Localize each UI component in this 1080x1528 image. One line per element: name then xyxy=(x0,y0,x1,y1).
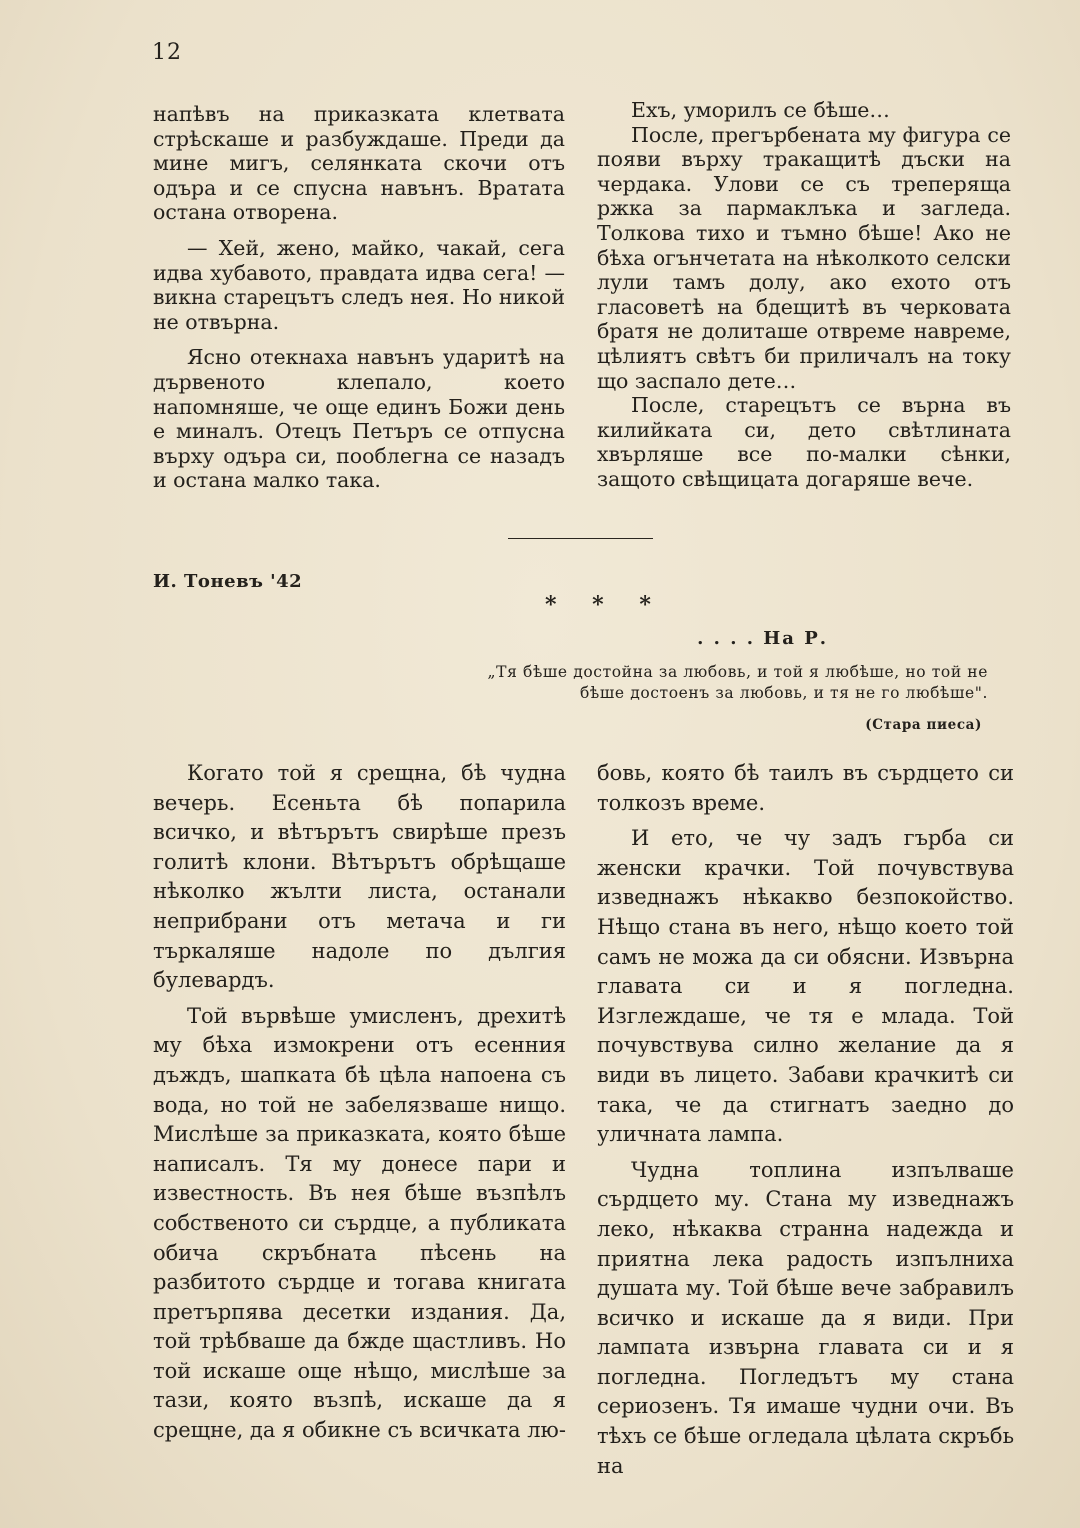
paragraph: — Хей, жено, майко, чакай, сега идва хубавото, правдата идва сега! — викна старецътъ следъ нея. Но никой не отвърна. xyxy=(153,235,565,334)
paragraph: Ясно отекнаха навънъ ударитѣ на дървеното клепало, което напомняше, че още единъ Божи день е миналъ. Отецъ Петъръ се отпусна върху одъра си, пооблегна се назадъ и остана малко така. xyxy=(153,345,565,493)
epigraph-source: (Стара пиеса) xyxy=(865,717,982,733)
epigraph-quote: „Тя бѣше достойна за любовь, и той я любѣше, но той не бѣше достоенъ за любовь, и тя не го любѣше". xyxy=(487,663,988,702)
paragraph: Ехъ, уморилъ се бѣше… xyxy=(631,98,890,122)
paragraph: После, прегърбената му фигура се появи върху тракащитѣ дъски на чердака. Улови се съ треперяща ржка за пармаклъка и загледа. Толкова тихо и тъмно бѣше! Ако не бѣха огънчетата на нѣколкото селски лули тамъ долу, ако ехото отъ гласоветѣ на бдещитѣ въ черковата братя не долиташе отвреме навреме, цѣлиятъ свѣтъ би приличалъ на току що заспало дете… xyxy=(597,122,1011,393)
bottom-right-column xyxy=(597,759,1014,1481)
paragraph: бовь, която бѣ таилъ въ сърдцето си толкозъ време. xyxy=(597,761,1014,815)
bottom-left-column xyxy=(153,759,566,1446)
author-signature: И. Тоневъ '42 xyxy=(153,571,303,592)
asterisk-separator: * * * xyxy=(545,592,665,618)
paragraph: После, старецътъ се върна въ килийката си, дето свѣтлината хвърляше все по-малки сѣнки, защото свѣщицата догаряше вече. xyxy=(597,393,1011,491)
page-number: 12 xyxy=(152,40,182,65)
paragraph: Чудна топлина изпълваше сърдцето му. Стана му изведнажъ леко, нѣкаква странна надежда и приятна лека радость изпълниха душата му. Той бѣше вече забравилъ всичко и искаше да я види. При лампата извърна главата си и я погледна. Погледътъ му стана сериозенъ. Тя имаше чудни очи. Въ тѣхъ се бѣше огледала цѣлата скръбь на xyxy=(597,1157,1014,1478)
paragraph: Когато той я срещна, бѣ чудна вечерь. Есеньта бѣ попарила всичко, и вѣтърътъ свирѣше презъ голитѣ клони. Вѣтърътъ обрѣщаше нѣколко жълти листа, останали неприбрани отъ метача и ги търкаляше надоле по дългия булевардъ. xyxy=(153,761,566,993)
top-right-column xyxy=(597,98,1011,492)
paragraph: И ето, че чу задъ гърба си женски крачки. Той почувствува изведнажъ нѣкакво безпокойство. Нѣщо стана въ него, нѣщо което той самъ не можа да си обясни. Извърна главата си и я погледна. Изглеждаше, че тя е млада. Той почувствува силно желание да я види въ лицето. Забави крачкитѣ си така, че да стигнатъ заедно до уличната лампа. xyxy=(597,826,1014,1147)
paragraph: Той вървѣше умисленъ, дрехитѣ му бѣха измокрени отъ есенния дъждъ, шапката бѣ цѣла напоена съ вода, но той не забелязваше нищо. Мислѣше за приказката, която бѣше написалъ. Тя му донесе пари и известность. Въ нея бѣше възпѣлъ собственото си сърдце, а публиката обича скръбната пѣсень на разбитото сърдце и тогава книгата претърпява десетки издания. Да, той трѣбваше да бжде щастливъ. Но той искаше още нѣщо, мислѣше за тази, която възпѣ, искаше да я срещне, да я обикне съ всичката лю- xyxy=(153,1003,566,1443)
top-left-column xyxy=(153,102,565,493)
section-divider xyxy=(508,538,653,539)
paragraph: напѣвъ на приказката клетвата стрѣскаше и разбуждаше. Преди да мине мигъ, селянката скочи отъ одъра и се спусна навънъ. Вратата остана отворена. xyxy=(153,102,565,225)
dedication: . . . . На Р. xyxy=(697,628,828,649)
